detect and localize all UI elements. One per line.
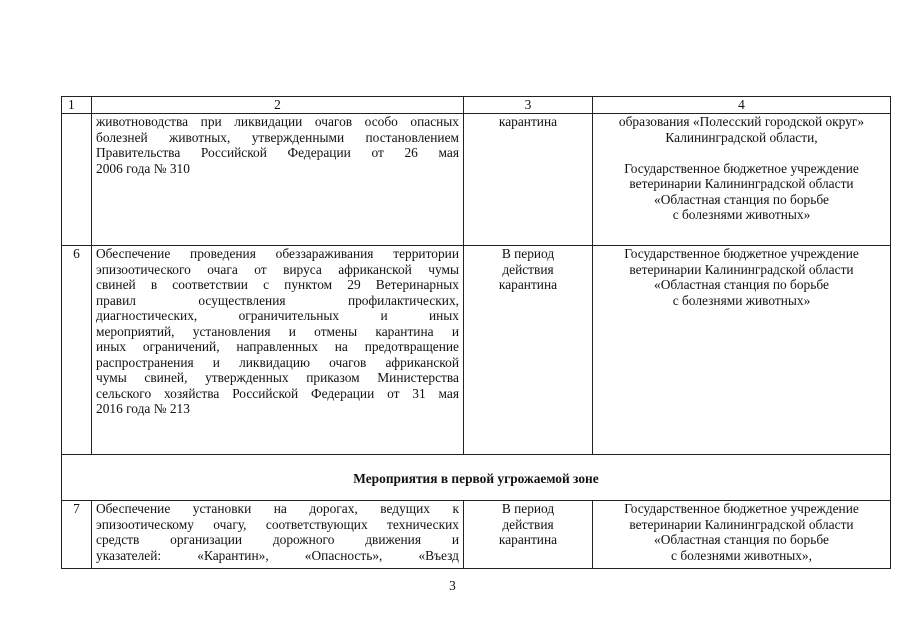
- responsible-cell: [593, 501, 891, 569]
- text-line: сельского хозяйства Российской Федерации от 31 мая: [96, 385, 459, 401]
- text-line: карантина: [498, 114, 558, 129]
- period-cell: [464, 114, 593, 246]
- text-line: карантина: [498, 277, 558, 292]
- text-line: диагностических, ограничительных и иных: [96, 308, 459, 323]
- header-cell-3: 3: [464, 97, 593, 114]
- measure-cell: [92, 114, 464, 246]
- text-line: действия: [502, 261, 554, 277]
- text-line: В период: [501, 501, 555, 516]
- text-line: «Областная станция по борьбе: [654, 191, 829, 207]
- text-line: мероприятий, установления и отмены карантина и: [96, 323, 459, 339]
- text-line: Государственное бюджетное учреждение: [624, 246, 859, 261]
- page-number: 3: [449, 578, 456, 593]
- row-number-cell: 7: [62, 501, 92, 569]
- text-line: В период: [501, 246, 555, 261]
- text-line: ветеринарии Калининградской области: [629, 176, 854, 191]
- responsible-cell: [593, 246, 891, 455]
- text-line: образования «Полесский городской округ»: [618, 114, 865, 129]
- text-line: болезней животных, утвержденными постановлением: [96, 129, 459, 145]
- text-line: ветеринарии Калининградской области: [629, 261, 854, 277]
- text-line: средств организации дорожного движения и: [96, 532, 459, 547]
- text-line: Правительства Российской Федерации от 26 мая: [96, 145, 459, 160]
- text-line: ветеринарии Калининградской области: [629, 516, 854, 532]
- text-line: Государственное бюджетное учреждение: [624, 501, 859, 516]
- table-row-continued: [62, 114, 891, 246]
- text-line: Обеспечение установки на дорогах, ведущих к: [96, 501, 459, 516]
- text-line: 2016 года № 213: [96, 401, 190, 416]
- text-line: карантина: [498, 532, 558, 547]
- header-cell-4: 4: [593, 97, 891, 114]
- period-cell: [464, 501, 593, 569]
- measure-cell: [92, 246, 464, 455]
- text-line: с болезнями животных»: [672, 292, 811, 308]
- section-title: Мероприятия в первой угрожаемой зоне: [62, 455, 891, 501]
- text-line: «Областная станция по борьбе: [654, 277, 829, 292]
- table-row-6: [62, 246, 891, 455]
- text-line: эпизоотическому очагу, соответствующих технических: [96, 516, 459, 532]
- text-line: «Областная станция по борьбе: [654, 532, 829, 547]
- text-line: животноводства при ликвидации очагов особо опасных: [96, 114, 459, 129]
- text-line: с болезнями животных»,: [671, 547, 812, 563]
- text-line: действия: [502, 516, 554, 532]
- text-line: свиней в соответствии с пунктом 29 Ветеринарных: [96, 277, 459, 292]
- period-cell: [464, 246, 593, 455]
- text-line: указателей: «Карантин», «Опасность», «Въезд: [96, 547, 459, 563]
- text-line: иных ограничений, направленных на предотвращение: [96, 339, 459, 354]
- header-cell-2: 2: [92, 97, 464, 114]
- text-line: чумы свиней, утвержденных приказом Министерства: [96, 370, 459, 385]
- text-line: эпизоотического очага от вируса африканской чумы: [96, 261, 459, 277]
- text-line: 2006 года № 310: [96, 160, 190, 176]
- header-cell-1: 1: [62, 97, 92, 114]
- measure-cell: [92, 501, 464, 569]
- responsible-cell: [593, 114, 891, 246]
- text-line: правил осуществления профилактических,: [96, 292, 459, 308]
- header-row: [62, 97, 891, 114]
- section-row: [62, 455, 891, 501]
- text-line: Калининградской области,: [665, 129, 818, 145]
- text-line: с болезнями животных»: [672, 207, 811, 222]
- row-number-cell: [62, 114, 92, 246]
- row-number-cell: 6: [62, 246, 92, 455]
- text-line: Обеспечение проведения обеззараживания территории: [96, 246, 459, 261]
- table-row-7: [62, 501, 891, 569]
- text-line: Государственное бюджетное учреждение: [624, 160, 859, 176]
- text-line: распространения и ликвидацию очагов африканской: [96, 354, 459, 370]
- document-table: [61, 96, 891, 569]
